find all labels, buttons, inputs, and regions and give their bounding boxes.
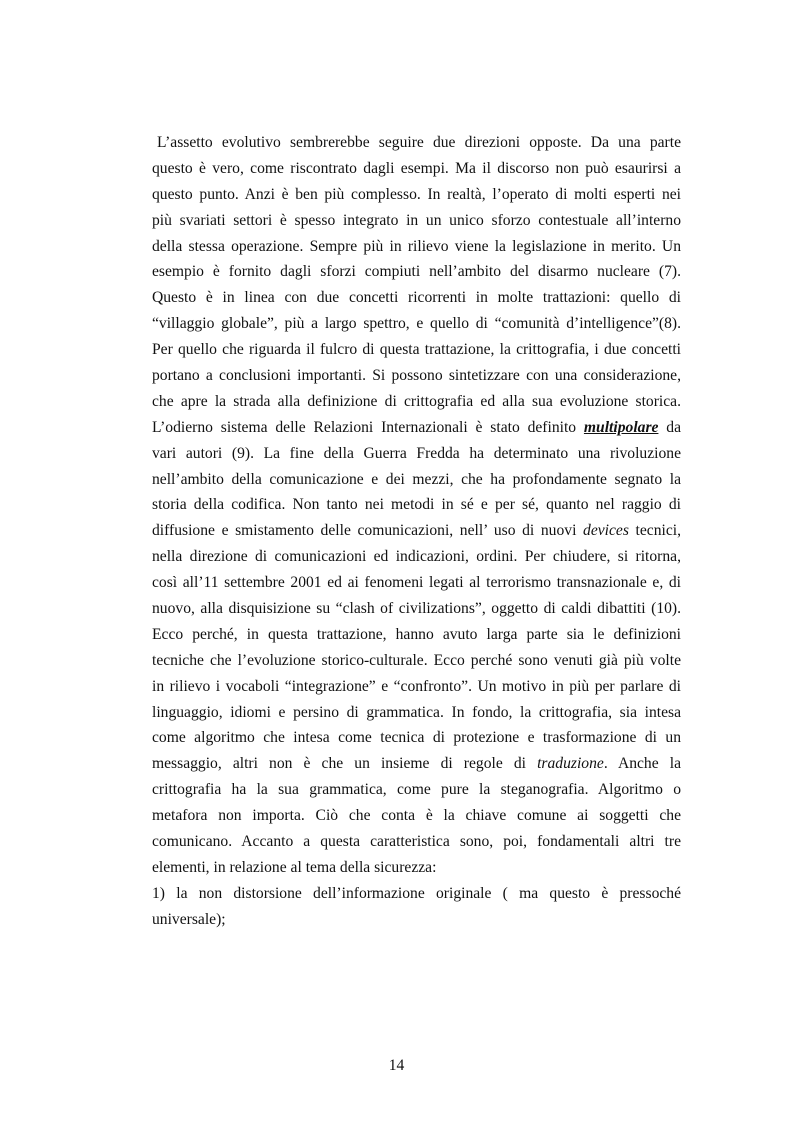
text-line: metafora non importa. Ciò che conta è la chiave comune ai soggetti che	[152, 807, 681, 825]
text-line: storia della codifica. Non tanto nei metodi in sé e per sé, quanto nel raggio di	[152, 496, 681, 514]
text-line: nella direzione di comunicazioni ed indicazioni, ordini. Per chiudere, si ritorna,	[152, 548, 681, 566]
text-line: elementi, in relazione al tema della sicurezza:	[152, 858, 437, 876]
text-line: nuovo, alla disquisizione su “clash of civilizations”, oggetto di caldi dibattiti (10).	[152, 600, 681, 618]
text-line: L’assetto evolutivo sembrerebbe seguire due direzioni opposte. Da una parte	[157, 134, 681, 151]
text-line: così all’11 settembre 2001 ed ai fenomeni legati al terrorismo transnazionale e, di	[152, 574, 681, 592]
text-line: universale);	[152, 910, 226, 928]
text-line: vari autori (9). La fine della Guerra Fredda ha determinato una rivoluzione	[152, 444, 681, 462]
text-segment: tecnici,	[628, 522, 682, 540]
text-line: “villaggio globale”, più a largo spettro, e quello di “comunità d’intelligence”(8).	[152, 315, 681, 333]
text-line: questo punto. Anzi è ben più complesso. In realtà, l’operato di molti esperti nei	[152, 185, 681, 203]
italic-term: traduzione	[537, 755, 604, 773]
emphasized-term: multipolare	[583, 418, 659, 436]
text-line: Per quello che riguarda il fulcro di questa trattazione, la crittografia, i due concetti	[152, 341, 681, 359]
italic-term: devices	[583, 522, 629, 540]
text-line: in rilievo i vocaboli “integrazione” e “confronto”. Un motivo in più per parlare di	[152, 677, 681, 695]
text-line: 1) la non distorsione dell’informazione originale ( ma questo è pressoché	[152, 884, 681, 902]
text-line: Questo è in linea con due concetti ricorrenti in molte trattazioni: quello di	[152, 289, 681, 307]
text-segment: da	[658, 418, 681, 436]
text-line	[152, 751, 681, 777]
text-line	[152, 415, 681, 441]
text-line: esempio è fornito dagli sforzi compiuti nell’ambito del disarmo nucleare (7).	[152, 263, 681, 281]
page-number: 14	[388, 1057, 405, 1074]
text-segment: L’odierno sistema delle Relazioni Internazionali è stato definito	[152, 418, 584, 436]
text-line: comunicano. Accanto a questa caratteristica sono, poi, fondamentali altri tre	[152, 833, 681, 851]
body-paragraph	[152, 130, 681, 933]
text-line: portano a conclusioni importanti. Si possono sintetizzare con una considerazione,	[152, 367, 681, 385]
text-line: nell’ambito della comunicazione e dei mezzi, che ha profondamente segnato la	[152, 470, 681, 488]
text-line	[152, 518, 681, 544]
text-line: come algoritmo che intesa come tecnica di protezione e trasformazione di un	[152, 729, 681, 747]
text-segment: . Anche la	[603, 755, 681, 773]
text-line: tecniche che l’evoluzione storico-culturale. Ecco perché sono venuti già più volte	[152, 651, 681, 669]
text-line: più svariati settori è spesso integrato in un unico sforzo contestuale all’interno	[152, 211, 681, 229]
text-line: crittografia ha la sua grammatica, come pure la steganografia. Algoritmo o	[152, 781, 681, 799]
text-segment: messaggio, altri non è che un insieme di regole di	[152, 755, 538, 773]
text-line: Ecco perché, in questa trattazione, hanno avuto larga parte sia le definizioni	[152, 625, 681, 643]
text-line: che apre la strada alla definizione di crittografia ed alla sua evoluzione storica.	[152, 392, 681, 410]
text-line: questo è vero, come riscontrato dagli esempi. Ma il discorso non può esaurirsi a	[152, 159, 681, 177]
text-line: linguaggio, idiomi e persino di grammatica. In fondo, la crittografia, sia intesa	[152, 703, 681, 721]
text-segment: diffusione e smistamento delle comunicazioni, nell’ uso di nuovi	[152, 522, 584, 540]
text-line: della stessa operazione. Sempre più in rilievo viene la legislazione in merito. Un	[152, 237, 681, 255]
